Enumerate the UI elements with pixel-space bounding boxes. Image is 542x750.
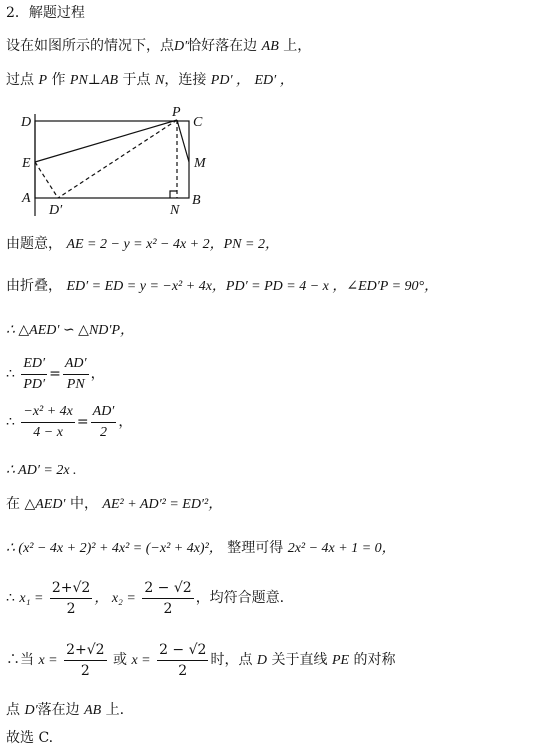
step-5 bbox=[6, 402, 132, 442]
point-label: P bbox=[38, 73, 48, 88]
similarity-statement: ∴ △AED′ ∽ △ND′P， bbox=[6, 323, 135, 338]
step-1 bbox=[6, 234, 279, 255]
equation: ∴ (x² − 4x + 2)² + 4x² = (−x² + 4x)²， bbox=[6, 541, 223, 556]
heading: 2．解题过程 bbox=[6, 5, 85, 21]
label-A: A bbox=[22, 191, 31, 206]
equation: ∴ AD′ = 2x . bbox=[6, 463, 77, 478]
segment-label: ED′ ， bbox=[254, 73, 294, 88]
numerator: ED′ bbox=[21, 355, 47, 375]
segment-label: PD′ ， bbox=[210, 73, 251, 88]
step-8 bbox=[6, 538, 396, 559]
perpendicular-relation: PN⊥AB bbox=[69, 73, 119, 88]
text: 关于直线 bbox=[271, 652, 328, 668]
step-9 bbox=[6, 578, 284, 619]
therefore-symbol: ∴ bbox=[6, 366, 15, 382]
fraction bbox=[50, 579, 92, 618]
triangle-label: △AED′ bbox=[24, 497, 66, 512]
numerator: 2+√2 bbox=[50, 579, 92, 599]
label-D-prime: D′ bbox=[49, 203, 63, 218]
text: 落在边 bbox=[37, 702, 80, 718]
fraction bbox=[91, 403, 117, 442]
equation: AE = 2 − y = x² − 4x + 2，PN = 2， bbox=[66, 237, 279, 252]
text: 或 bbox=[113, 652, 127, 668]
denominator: PD′ bbox=[23, 376, 46, 392]
numerator: 2 − √2 bbox=[157, 641, 208, 661]
text: 上， bbox=[283, 38, 312, 54]
fraction bbox=[21, 355, 47, 394]
text: 上. bbox=[105, 702, 125, 718]
numerator: −x² + 4x bbox=[21, 403, 75, 423]
label-C: C bbox=[193, 115, 203, 130]
equals: = bbox=[76, 414, 89, 430]
label-M: M bbox=[194, 156, 206, 171]
segment-label: AB bbox=[84, 703, 102, 718]
equation: 2x² − 4x + 1 = 0， bbox=[287, 541, 396, 556]
equation: ED′ = ED = y = −x² + 4x，PD′ = PD = 4 − x ，∠ED′P = 90°， bbox=[66, 279, 439, 294]
point-label: D bbox=[256, 653, 268, 668]
text: 作 bbox=[51, 72, 66, 88]
text: 在 bbox=[6, 496, 20, 512]
step-10 bbox=[6, 640, 396, 681]
numerator: 2 − √2 bbox=[142, 579, 193, 599]
step-7 bbox=[6, 494, 222, 515]
fraction bbox=[21, 403, 75, 442]
step-6 bbox=[6, 460, 77, 481]
line-label: PE bbox=[331, 653, 350, 668]
point-label: N bbox=[155, 73, 165, 88]
answer: 故选 C. bbox=[6, 730, 54, 746]
setup-line-1 bbox=[6, 36, 311, 57]
variable: x = bbox=[38, 653, 58, 668]
right-angle-mark bbox=[170, 191, 177, 198]
denominator: 2 bbox=[80, 662, 90, 679]
fraction bbox=[63, 355, 89, 394]
numerator: AD′ bbox=[63, 355, 89, 375]
fraction bbox=[142, 579, 193, 618]
segment-label: AB bbox=[261, 39, 279, 54]
text: 中， bbox=[69, 496, 98, 512]
variable: ， x₂ = bbox=[94, 591, 136, 606]
text: ，连接 bbox=[164, 72, 207, 88]
text: 过点 bbox=[6, 72, 34, 88]
label-N: N bbox=[170, 203, 180, 218]
numerator: AD′ bbox=[91, 403, 117, 423]
text: 设在如图所示的情况下，点 bbox=[6, 38, 174, 54]
numerator: 2+√2 bbox=[64, 641, 106, 661]
label-D: D bbox=[21, 115, 32, 130]
label-E: E bbox=[22, 156, 31, 171]
therefore-symbol: ∴ bbox=[6, 590, 15, 606]
segment-ED-dashed bbox=[35, 162, 58, 198]
point-label: D′ bbox=[24, 703, 38, 718]
text: ∴当 bbox=[6, 652, 34, 668]
point-label: D′ bbox=[174, 39, 188, 54]
text: ， bbox=[90, 366, 105, 382]
text: 时，点 bbox=[210, 652, 253, 668]
geometry-figure bbox=[0, 104, 240, 224]
text: 恰好落在边 bbox=[187, 38, 258, 54]
denominator: 2 bbox=[178, 662, 188, 679]
setup-line-2 bbox=[6, 70, 294, 91]
denominator: 4 − x bbox=[33, 424, 63, 440]
text: 由折叠， bbox=[6, 278, 62, 294]
text: 由题意， bbox=[6, 236, 62, 252]
variable: x = bbox=[131, 653, 151, 668]
step-11 bbox=[6, 700, 124, 721]
denominator: PN bbox=[66, 376, 85, 392]
label-B: B bbox=[192, 193, 201, 208]
step-3 bbox=[6, 320, 134, 341]
segment-PD-dashed bbox=[58, 120, 177, 198]
step-4 bbox=[6, 354, 105, 394]
text: 点 bbox=[6, 702, 20, 718]
variable: x₁ = bbox=[19, 591, 44, 606]
denominator: 2 bbox=[100, 424, 107, 440]
step-2 bbox=[6, 276, 438, 297]
rectangle-ABCD bbox=[35, 121, 189, 198]
denominator: 2 bbox=[66, 600, 76, 617]
segment-EP bbox=[35, 120, 177, 162]
therefore-symbol: ∴ bbox=[6, 414, 15, 430]
text: ，均符合题意. bbox=[195, 590, 285, 606]
denominator: 2 bbox=[163, 600, 173, 617]
label-P: P bbox=[172, 105, 181, 120]
text: 整理可得 bbox=[227, 540, 284, 556]
text: 于点 bbox=[122, 72, 151, 88]
text: ， bbox=[118, 414, 133, 430]
text: 的对称 bbox=[353, 652, 396, 668]
fraction bbox=[64, 641, 106, 680]
equals: = bbox=[49, 366, 61, 382]
fraction bbox=[157, 641, 208, 680]
equation: AE² + AD′² = ED′²， bbox=[102, 497, 223, 512]
segment-PM bbox=[177, 120, 189, 162]
